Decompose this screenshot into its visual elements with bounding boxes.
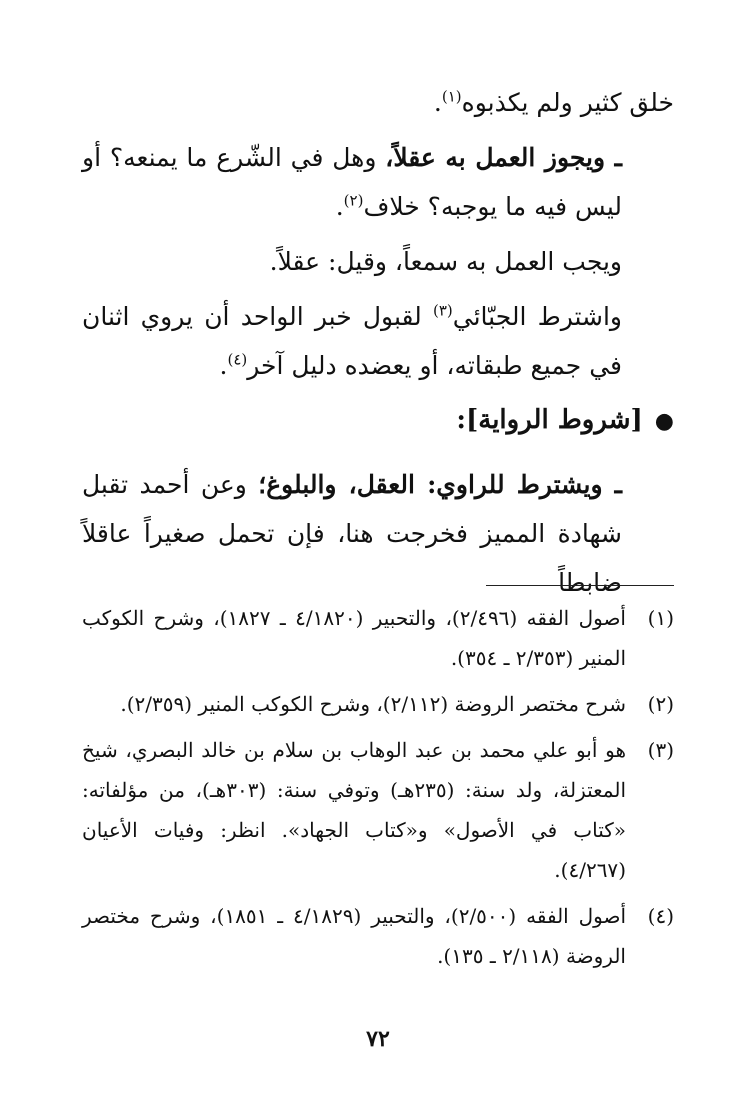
footnote-ref-4: (٤) — [227, 350, 248, 369]
paragraph-4: واشترط الجبّائي$^{(٣)}$ لقبول خبر الواحد أن يروي اثنان في جميع طبقاته، أو يعضده دليل آخر$^{(٤)}$. — [82, 301, 623, 380]
paragraph-5: ـ ويشترط للراوي: العقل، والبلوغ؛ وعن أحمد تقبل شهادة المميز فخرجت هنا، فإن تحمل صغيراً عاقلاً ضابطاً — [82, 470, 622, 597]
paragraph-2: ـ ويجوز العمل به عقلاً، وهل في الشّرع ما يمنعه؟ أو ليس فيه ما يوجبه؟ خلاف$^{(٢)}$. — [82, 143, 622, 221]
footnote-text: أصول الفقه (٢/٤٩٦)، والتحبير (٤/١٨٢٠ ـ ١٨٢٧)، وشرح الكوكب المنير (٢/٣٥٣ ـ ٣٥٤). — [82, 606, 626, 670]
footnote-4 — [82, 896, 674, 976]
footnote-1 — [82, 598, 674, 678]
bold-lead: ـ ويجوز العمل به عقلاً، — [385, 143, 622, 172]
footnote-ref-3: (٣) — [432, 301, 453, 320]
footnote-number: (٢) — [647, 692, 674, 716]
footnote-divider — [486, 585, 674, 586]
bullet-icon: ● — [654, 408, 674, 434]
bold-lead: ـ ويشترط للراوي: العقل، والبلوغ؛ — [258, 470, 622, 499]
footnote-ref-1: (١) — [441, 87, 462, 106]
paragraph-3: ويجب العمل به سمعاً، وقيل: عقلاً. — [269, 247, 622, 276]
footnote-text: أصول الفقه (٢/٥٠٠)، والتحبير (٤/١٨٢٩ ـ ١٨٥١)، وشرح مختصر الروضة (٢/١١٨ ـ ١٣٥). — [82, 904, 627, 968]
footnote-2 — [82, 684, 674, 724]
footnote-number: (١) — [647, 606, 674, 630]
footnote-ref-2: (٢) — [343, 191, 364, 210]
footnote-3 — [82, 730, 674, 890]
footnote-text: هو أبو علي محمد بن عبد الوهاب بن سلام بن خالد البصري، شيخ المعتزلة، ولد سنة: (٢٣٥هـ) وتوفي سنة: (٣٠٣هـ)، من مؤلفاته: «كتاب في الأصول» و«كتاب الجهاد». انظر: وفيات الأعيان (٤/٢٦٧). — [82, 738, 626, 882]
footnotes — [82, 598, 674, 982]
footnote-number: (٤) — [647, 904, 674, 928]
paragraph-1: خلق كثير ولم يكذبوه$^{(١)}$. — [433, 87, 674, 117]
footnote-text: شرح مختصر الروضة (٢/١١٢)، وشرح الكوكب المنير (٢/٣٥٩). — [120, 692, 626, 716]
page-number: ٧٢ — [366, 1026, 390, 1052]
footnote-number: (٣) — [647, 738, 674, 762]
section-heading: ●[شروط الرواية]: — [82, 396, 674, 446]
main-text — [82, 78, 674, 613]
